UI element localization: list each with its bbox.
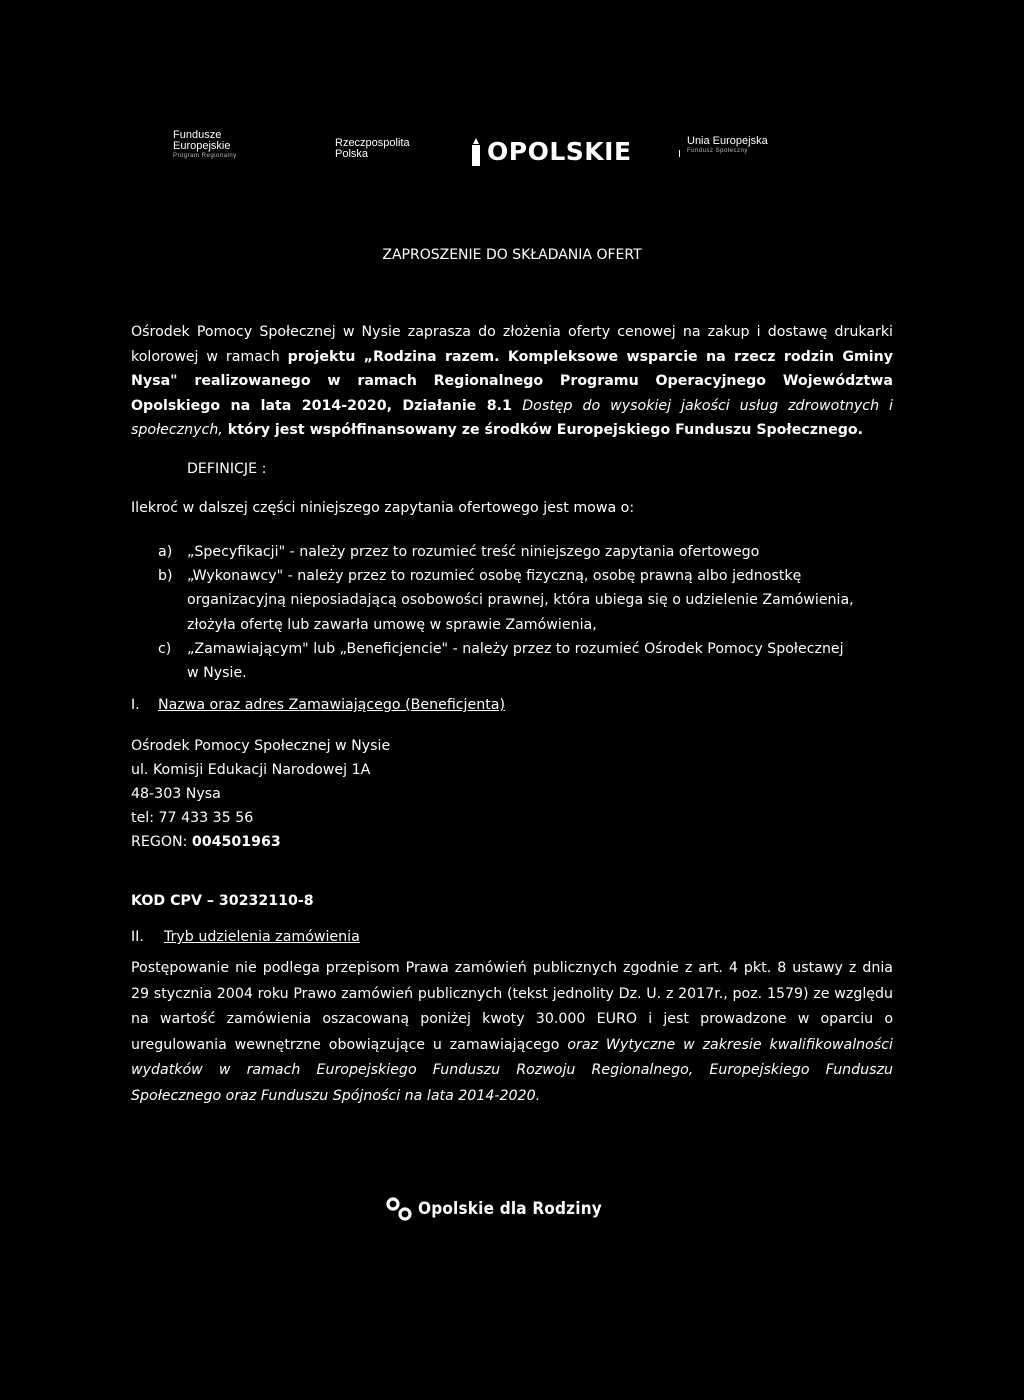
section-1-number: I. [131, 697, 140, 713]
fundusze-line1: Fundusze [173, 129, 222, 141]
eu-flag-mark [679, 150, 680, 157]
opolskie-tower-icon [471, 138, 481, 166]
section-2-guidelines: oraz Wytyczne w zakresie kwalifikowalności wydatków w ramach Europejskiego Funduszu Rozwoju Regionalnego, Europejskiego Funduszu Społecznego oraz Funduszu Spójności na lata 2014-2020. [131, 1036, 893, 1104]
rzeczpospolita-logo [335, 138, 410, 160]
section-2-heading [131, 929, 360, 945]
rzeczpospolita-line1: Rzeczpospolita [335, 137, 410, 149]
intro-project-name: projektu „Rodzina razem. Kompleksowe wsparcie na rzecz rodzin Gminy Nysa" realizowanego w ramach Regionalnego Programu Operacyjnego Województwa Opolskiego na lata 2014-2020, Działanie 8.1 [131, 348, 893, 414]
regon-label: REGON: [131, 834, 192, 850]
definition-item [158, 540, 877, 564]
definition-letter: b) [158, 568, 173, 585]
definition-letter: a) [158, 544, 173, 560]
section-1-heading [131, 697, 505, 713]
rings-icon [384, 1194, 414, 1224]
definition-letter: c) [158, 640, 172, 657]
intro-paragraph [131, 320, 893, 443]
opolskie-dla-rodziny-logo [384, 1194, 602, 1224]
definitions-heading: DEFINICJE : [187, 461, 267, 477]
rzeczpospolita-line2: Polska [335, 148, 369, 160]
address-line: ul. Komisji Edukacji Narodowej 1A [131, 762, 371, 778]
unia-line1: Unia Europejska [687, 135, 768, 147]
fundusze-line3: Program Regionalny [173, 153, 237, 159]
section-2-title: Tryb udzielenia zamówienia [164, 929, 360, 945]
section-2-number: II. [131, 929, 144, 945]
section-2-paragraph [131, 956, 893, 1109]
unia-europejska-logo [687, 136, 768, 155]
definitions-list [158, 540, 877, 685]
regon-line [131, 830, 390, 854]
fundusze-line2: Europejskie [173, 140, 231, 152]
address-line: Ośrodek Pomocy Społecznej w Nysie [131, 738, 391, 754]
address-line: 48-303 Nysa [131, 786, 221, 802]
address-line: tel: 77 433 35 56 [131, 810, 254, 826]
definition-text: „Zamawiającym" lub „Beneficjencie" - należy przez to rozumieć Ośrodek Pomocy Społecznej w Nysie. [187, 640, 844, 682]
definitions-lead: Ilekroć w dalszej części niniejszego zapytania ofertowego jest mowa o: [131, 500, 635, 516]
footer-logo-text: Opolskie dla Rodziny [418, 1199, 602, 1219]
cpv-code: KOD CPV – 30232110-8 [131, 893, 314, 909]
definition-text: „Specyfikacji" - należy przez to rozumieć treść niniejszego zapytania ofertowego [187, 544, 760, 560]
unia-line2: Fundusz Społeczny [687, 148, 748, 154]
page-title: ZAPROSZENIE DO SKŁADANIA OFERT [382, 247, 642, 263]
contractor-address [131, 734, 390, 854]
opolskie-wordmark: OPOLSKIE [487, 137, 632, 166]
definition-item [158, 637, 859, 685]
opolskie-logo [471, 137, 632, 166]
section-2-text: Postępowanie nie podlega przepisom Prawa zamówień publicznych zgodnie z art. 4 pkt. 8 ustawy z dnia 29 stycznia 2004 roku Prawo zamówień publicznych (tekst jednolity Dz. U. z 2017r., poz. 1579) ze względu na wartość zamówienia oszacowaną poniżej kwoty 30.000 EURO i jest prowadzone w oparciu o uregulowania wewnętrzne obowiązujące u zamawiającego [131, 960, 893, 1053]
definition-text: „Wykonawcy" - należy przez to rozumieć osobę fizyczną, osobę prawną albo jednostkę organizacyjną nieposiadającą osobowości prawnej, która ubiega się o udzielenie Zamówienia, złożyła ofertę lub zawarła umowę w sprawie Zamówienia, [187, 568, 854, 633]
fundusze-europejskie-logo [173, 130, 237, 160]
definition-item [158, 564, 877, 637]
intro-action-name: Dostęp do wysokiej jakości usług zdrowotnych i społecznych, [131, 397, 894, 438]
intro-text: Ośrodek Pomocy Społecznej w Nysie zaprasza do złożenia oferty cenowej na zakup i dostawę drukarki kolorowej w ramach [131, 324, 893, 365]
intro-cofinancing: który jest współfinansowany ze środków Europejskiego Funduszu Społecznego. [222, 422, 864, 438]
section-1-title: Nazwa oraz adres Zamawiającego (Beneficjenta) [158, 697, 506, 713]
regon-value: 004501963 [191, 834, 281, 850]
